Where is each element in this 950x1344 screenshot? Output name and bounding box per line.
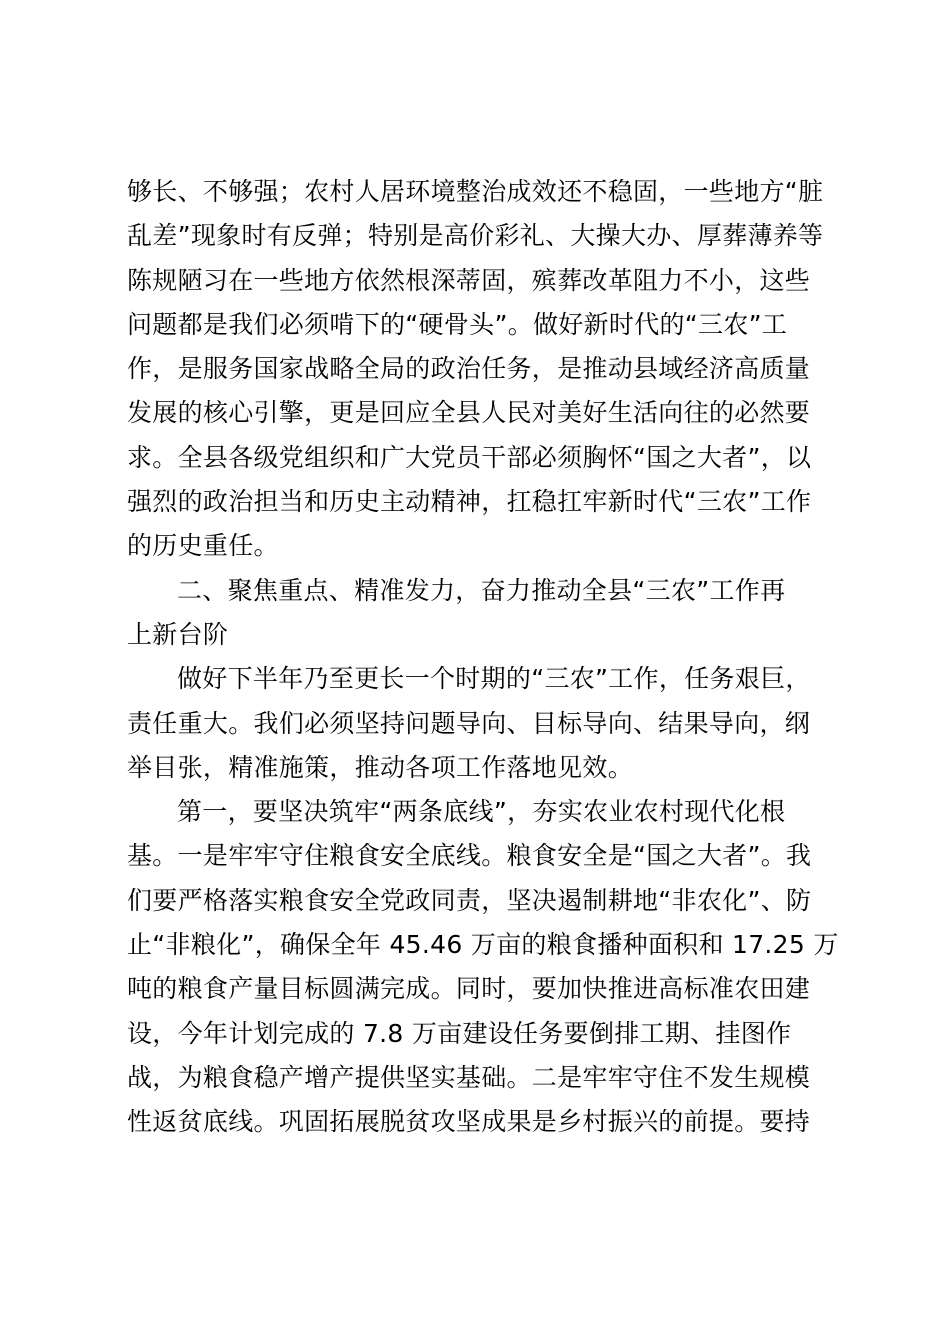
text-line: 性返贫底线。巩固拓展脱贫攻坚成果是乡村振兴的前提。要持 (127, 1107, 811, 1137)
text-line: 设，今年计划完成的 7.8 万亩建设任务要倒排工期、挂图作 (127, 1018, 792, 1048)
body-text (127, 170, 839, 1145)
text-line: 基。一是牢牢守住粮食安全底线。粮食安全是“国之大者”。我 (127, 841, 812, 871)
text-line: 上新台阶 (127, 619, 229, 649)
text-line: 的历史重任。 (127, 531, 279, 561)
text-line: 举目张，精准施策，推动各项工作落地见效。 (127, 752, 634, 782)
text-line: 求。全县各级党组织和广大党员干部必须胸怀“国之大者”，以 (127, 442, 812, 472)
text-line: 乱差”现象时有反弹；特别是高价彩礼、大操大办、厚葬薄养等 (127, 221, 824, 251)
text-line: 发展的核心引擎，更是回应全县人民对美好生活向往的必然要 (127, 398, 811, 428)
text-line: 们要严格落实粮食安全党政同责，坚决遏制耕地“非农化”、防 (127, 885, 812, 915)
text-line: 作，是服务国家战略全局的政治任务，是推动县域经济高质量 (127, 354, 811, 384)
text-line: 陈规陋习在一些地方依然根深蒂固，殡葬改革阻力不小，这些 (127, 265, 811, 295)
text-line: 战，为粮食稳产增产提供坚实基础。二是牢牢守住不发生规模 (127, 1062, 811, 1092)
text-line: 吨的粮食产量目标圆满完成。同时，要加快推进高标准农田建 (127, 974, 811, 1004)
text-line: 第一，要坚决筑牢“两条底线”，夯实农业农村现代化根 (177, 797, 786, 827)
text-line: 强烈的政治担当和历史主动精神，扛稳扛牢新时代“三农”工作 (127, 487, 812, 517)
text-line: 做好下半年乃至更长一个时期的“三农”工作，任务艰巨， (177, 664, 811, 694)
text-line: 二、聚焦重点、精准发力，奋力推动全县“三农”工作再 (177, 575, 786, 605)
text-line: 止“非粮化”，确保全年 45.46 万亩的粮食播种面积和 17.25 万 (127, 930, 839, 960)
text-line: 责任重大。我们必须坚持问题导向、目标导向、结果导向，纲 (127, 708, 811, 738)
text-line: 问题都是我们必须啃下的“硬骨头”。做好新时代的“三农”工 (127, 309, 788, 339)
text-line: 够长、不够强；农村人居环境整治成效还不稳固，一些地方“脏 (127, 177, 824, 206)
